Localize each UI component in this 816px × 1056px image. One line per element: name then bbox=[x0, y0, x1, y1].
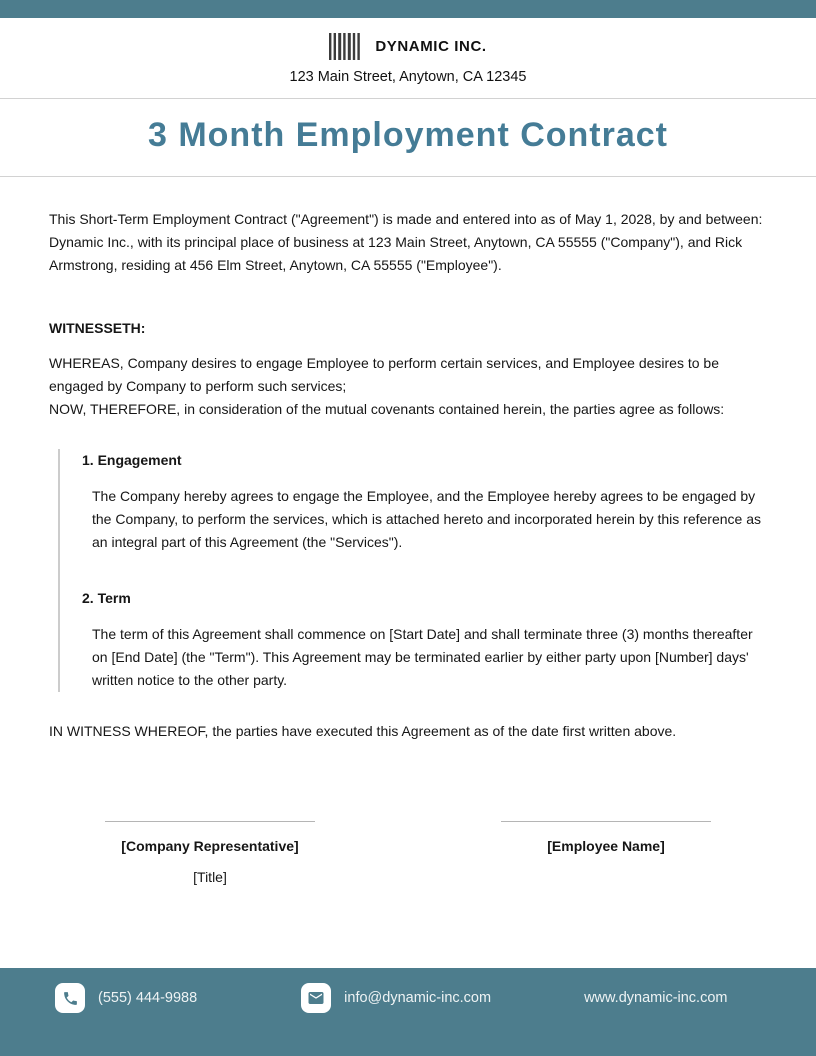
clause-term bbox=[82, 587, 767, 692]
signature-block bbox=[105, 821, 711, 889]
intro-line-1: This Short-Term Employment Contract ("Agreement") is made and entered into as of May 1, 2028, by and between: bbox=[49, 211, 763, 227]
barcode-icon bbox=[329, 33, 361, 60]
signature-line bbox=[105, 821, 315, 822]
clause-heading: 1. Engagement bbox=[82, 452, 182, 468]
signatory-name: [Company Representative] bbox=[121, 838, 299, 854]
email-icon bbox=[301, 983, 331, 1013]
phone-icon bbox=[55, 983, 85, 1013]
website-url: www.dynamic-inc.com bbox=[584, 990, 728, 1006]
now-therefore-clause: NOW, THEREFORE, in consideration of the mutual covenants contained herein, the parties agree as follows: bbox=[49, 401, 725, 417]
clause-engagement bbox=[82, 449, 767, 554]
footer-email bbox=[301, 983, 491, 1013]
closing-paragraph: IN WITNESS WHEREOF, the parties have executed this Agreement as of the date first written above. bbox=[49, 723, 677, 739]
footer-website bbox=[584, 990, 727, 1006]
phone-number: (555) 444-9988 bbox=[98, 990, 198, 1006]
clause-text: The term of this Agreement shall commence on [Start Date] and shall terminate three (3) months thereafter on [End Date] (the "Term"). This Agreement may be terminated earlier by either party upon [Number] days' written notice to the other party. bbox=[92, 626, 753, 688]
whereas-paragraph bbox=[49, 352, 767, 421]
document-title: 3 Month Employment Contract bbox=[147, 116, 669, 154]
company-address: 123 Main Street, Anytown, CA 12345 bbox=[289, 69, 527, 85]
intro-paragraph bbox=[49, 208, 767, 277]
title-band bbox=[0, 99, 816, 177]
clauses-block bbox=[58, 449, 767, 692]
email-address: info@dynamic-inc.com bbox=[344, 990, 492, 1006]
signature-company bbox=[105, 821, 315, 889]
signature-employee bbox=[501, 821, 711, 889]
company-row bbox=[0, 33, 816, 60]
letterhead bbox=[0, 18, 816, 99]
signature-line bbox=[501, 821, 711, 822]
contract-body bbox=[0, 208, 816, 889]
clause-text: The Company hereby agrees to engage the Employee, and the Employee hereby agrees to be engaged by the Company, to perform the services, which is attached hereto and incorporated herein by this reference as an integral part of this Agreement (the "Services"). bbox=[92, 488, 761, 550]
top-accent-bar bbox=[0, 0, 816, 18]
footer bbox=[0, 968, 816, 1056]
intro-line-2: Dynamic Inc., with its principal place of business at 123 Main Street, Anytown, CA 55555 ("Company"), and Rick Armstrong, residing at 456 Elm Street, Anytown, CA 55555 ("Employee"). bbox=[49, 234, 743, 273]
signatory-title: [Title] bbox=[193, 869, 227, 885]
footer-phone bbox=[55, 983, 197, 1013]
whereas-clause: WHEREAS, Company desires to engage Employee to perform certain services, and Employee desires to be engaged by Company to perform such services; bbox=[49, 355, 719, 394]
signatory-name: [Employee Name] bbox=[547, 838, 665, 854]
company-name: DYNAMIC INC. bbox=[375, 38, 487, 55]
witnesseth-heading: WITNESSETH: bbox=[49, 320, 146, 336]
clause-heading: 2. Term bbox=[82, 590, 131, 606]
